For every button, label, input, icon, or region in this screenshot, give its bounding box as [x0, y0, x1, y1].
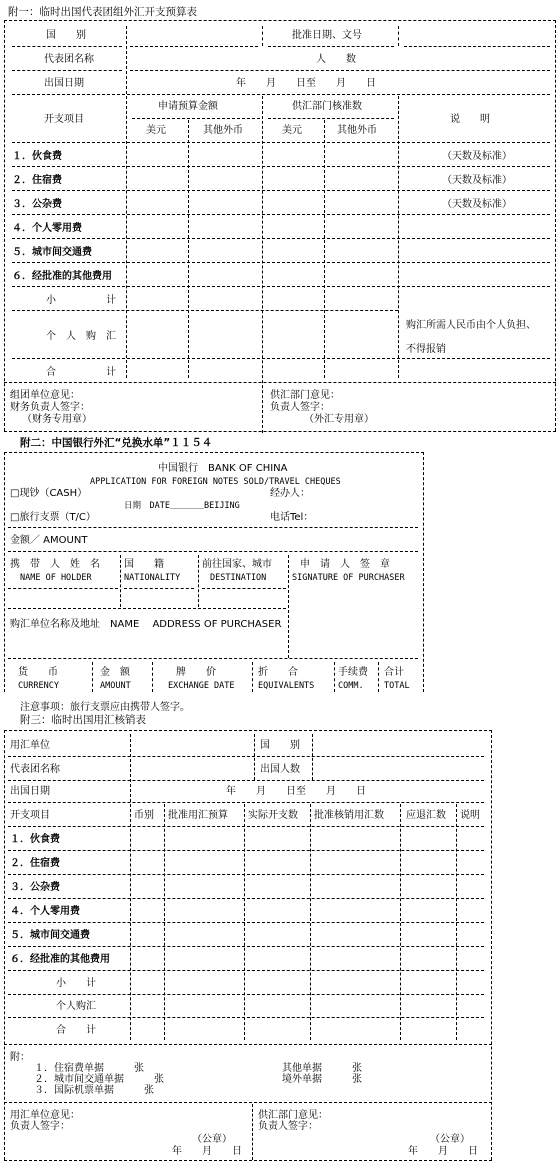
item-row: ５．城市间交通费 — [12, 247, 92, 258]
subtotal-label: 小 计 — [56, 978, 96, 989]
divider — [120, 555, 121, 607]
item-row: ６．经批准的其他费用 — [12, 271, 112, 282]
rule — [12, 46, 122, 47]
divider — [398, 26, 399, 46]
divider — [252, 1104, 253, 1160]
total-cn: 合计 — [384, 667, 404, 678]
rule — [124, 588, 194, 589]
attach-label: 附： — [10, 1052, 30, 1063]
rule — [4, 1102, 492, 1103]
divider — [252, 662, 253, 692]
col-approved: 批准核销用汇数 — [314, 810, 384, 821]
purchaser-label: 购汇单位名称及地址 NAME ADDRESS OF PURCHASER — [10, 619, 282, 630]
divider — [198, 555, 199, 607]
divider — [92, 662, 93, 692]
col-actual: 实际开支数 — [248, 810, 298, 821]
note-label: 说 明 — [450, 114, 490, 125]
divider — [4, 431, 556, 432]
personal-label: 个人购汇 — [56, 1001, 96, 1012]
divider — [4, 452, 424, 453]
date-label: 日期 DATE＿＿＿＿BEIJING — [124, 501, 240, 511]
supply-group: 供汇部门核准数 — [292, 101, 362, 112]
personal-note: 购汇所需人民币由个人负担、 — [406, 320, 536, 331]
rule — [268, 118, 394, 119]
rule — [8, 588, 118, 589]
rule — [8, 898, 484, 899]
personal-label: 个 人 购 汇 — [46, 331, 116, 342]
item-row: ２．住宿费 — [12, 175, 62, 186]
supply-opinion: 供汇部门意见： — [270, 390, 340, 401]
rule — [4, 382, 556, 383]
departure-label: 出国日期 — [10, 786, 50, 797]
rule — [202, 588, 286, 589]
rule — [8, 874, 484, 875]
divider — [312, 734, 313, 780]
finance-seal: （财务专用章） — [22, 414, 92, 425]
rule — [8, 970, 484, 971]
rule — [12, 142, 550, 143]
item-note: （天数及标准） — [442, 175, 512, 186]
user-unit: 用汇单位 — [10, 740, 50, 751]
divider — [4, 730, 492, 731]
cash-option: □现钞（CASH） — [10, 488, 88, 499]
handler-label: 经办人： — [270, 488, 310, 499]
people-label: 出国人数 — [260, 764, 300, 775]
date-range: 年 月 日至 月 日 — [236, 78, 376, 89]
nat-cn: 国 籍 — [124, 559, 164, 570]
divider — [262, 26, 263, 46]
rule — [130, 70, 550, 71]
country-label: 国 别 — [260, 740, 300, 751]
divider — [126, 96, 127, 378]
col-budget: 批准用汇预算 — [168, 810, 228, 821]
equiv-en: EQUIVALENTS — [258, 681, 315, 691]
attach-item: 其他单据 张 — [282, 1063, 362, 1074]
rule — [12, 358, 550, 359]
annex2-note: 注意事项：旅行支票应由携带人签字。 — [20, 702, 190, 713]
supply-date: 年 月 日 — [408, 1146, 478, 1157]
rule — [8, 608, 286, 609]
rule — [8, 850, 484, 851]
rule — [12, 238, 550, 239]
rule — [8, 1017, 484, 1018]
delegation-label: 代表团名称 — [10, 764, 60, 775]
rule — [12, 214, 550, 215]
divider — [4, 1160, 492, 1161]
annex2-title: 附二：中国银行外汇“兑换水单”１１５４ — [20, 437, 213, 449]
rule — [130, 46, 258, 47]
application-title: APPLICATION FOR FOREIGN NOTES SOLD/TRAVEL CHEQUES — [90, 477, 341, 487]
other-2: 其他外币 — [337, 125, 377, 136]
supply-sign: 负责人签字： — [270, 402, 330, 413]
rule — [12, 286, 550, 287]
apply-group: 申请预算金额 — [158, 101, 218, 112]
rule — [8, 527, 418, 528]
rule — [8, 551, 418, 552]
rule — [8, 994, 484, 995]
supply-seal: （外汇专用章） — [304, 414, 374, 425]
dest-cn: 前往国家、城市 — [202, 559, 272, 570]
divider — [288, 555, 289, 658]
amount-cn: 金 额 — [100, 667, 130, 678]
col-refund: 应退汇数 — [406, 810, 446, 821]
rate-en: EXCHANGE DATE — [168, 681, 235, 691]
divider — [152, 662, 153, 692]
item-label: 开支项目 — [44, 114, 84, 125]
divider — [555, 20, 556, 431]
nat-en: NATIONALITY — [124, 573, 181, 583]
user-seal: （公章） — [192, 1134, 232, 1145]
divider — [4, 730, 5, 1160]
item-row: ５．城市间交通费 — [10, 930, 90, 941]
divider — [188, 120, 189, 378]
col-note: 说明 — [460, 810, 480, 821]
annex1-title: 附一：临时出国代表团组外汇开支预算表 — [8, 6, 197, 18]
rule — [12, 190, 550, 191]
user-sign: 负责人签字： — [10, 1121, 70, 1132]
divider — [126, 26, 127, 94]
rule — [8, 756, 484, 757]
finance-sign: 财务负责人签字： — [10, 402, 90, 413]
departure-label: 出国日期 — [44, 78, 84, 89]
item-row: １．伙食费 — [10, 834, 60, 845]
comm-cn: 手续费 — [338, 667, 368, 678]
supply-sign: 负责人签字： — [258, 1121, 318, 1132]
divider — [378, 662, 379, 692]
tel-label: 电话Tel： — [270, 512, 314, 523]
divider — [4, 452, 5, 692]
attach-item: １．住宿费单据 张 — [34, 1063, 144, 1074]
rule — [8, 826, 484, 827]
attach-item: ３．国际机票单据 张 — [34, 1085, 154, 1096]
rule — [132, 118, 260, 119]
item-note: （天数及标准） — [442, 199, 512, 210]
amount-en: AMOUNT — [100, 681, 131, 691]
people-label: 人 数 — [316, 54, 356, 65]
rule — [268, 46, 394, 47]
equiv-cn: 折 合 — [258, 667, 298, 678]
supply-seal: （公章） — [430, 1134, 470, 1145]
currency-en: CURRENCY — [18, 681, 59, 691]
divider — [130, 734, 131, 802]
personal-note: 不得报销 — [406, 344, 446, 355]
item-row: １．伙食费 — [12, 151, 62, 162]
amount-label: 金额／ AMOUNT — [10, 535, 88, 546]
approval-label: 批准日期、文号 — [292, 30, 362, 41]
rule — [12, 166, 550, 167]
delegation-label: 代表团名称 — [44, 54, 94, 65]
other-1: 其他外币 — [203, 125, 243, 136]
total-label: 合 计 — [46, 367, 116, 378]
col-currency: 币别 — [134, 810, 154, 821]
sig-cn: 申 请 人 签 章 — [300, 559, 390, 570]
user-opinion: 用汇单位意见： — [10, 1110, 80, 1121]
org-opinion: 组团单位意见： — [10, 390, 80, 401]
usd-2: 美元 — [282, 125, 302, 136]
user-date: 年 月 日 — [172, 1146, 242, 1157]
divider — [4, 20, 5, 431]
usd-1: 美元 — [146, 125, 166, 136]
item-row: ３．公杂费 — [10, 882, 60, 893]
divider — [324, 120, 325, 378]
item-row: ４．个人零用费 — [12, 223, 82, 234]
divider — [398, 96, 399, 378]
subtotal-label: 小 计 — [46, 295, 116, 306]
divider — [254, 734, 255, 780]
rate-cn: 牌 价 — [176, 667, 216, 678]
rule — [12, 70, 122, 71]
rule — [4, 1044, 492, 1045]
rule — [12, 94, 550, 95]
currency-cn: 货 币 — [18, 667, 58, 678]
divider — [491, 730, 492, 1160]
total-label: 合 计 — [56, 1025, 96, 1036]
holder-en: NAME OF HOLDER — [20, 573, 92, 583]
divider — [423, 452, 424, 692]
item-row: ３．公杂费 — [12, 199, 62, 210]
item-row: ６．经批准的其他费用 — [10, 954, 110, 965]
rule — [8, 780, 484, 781]
attach-item: ２．城市间交通单据 张 — [34, 1074, 164, 1085]
country-label: 国 别 — [46, 30, 86, 41]
dest-en: DESTINATION — [210, 573, 267, 583]
supply-opinion: 供汇部门意见： — [258, 1110, 328, 1121]
total-en: TOTAL — [384, 681, 410, 691]
attach-item: 境外单据 张 — [282, 1074, 362, 1085]
date-range: 年 月 日至 月 日 — [226, 786, 366, 797]
annex3-title: 附三：临时出国用汇核销表 — [20, 714, 146, 726]
comm-en: COMM. — [338, 681, 364, 691]
rule — [8, 658, 418, 659]
tc-option: □旅行支票（T/C） — [10, 512, 96, 523]
rule — [404, 46, 550, 47]
rule — [12, 262, 550, 263]
item-note: （天数及标准） — [442, 151, 512, 162]
rule — [8, 802, 484, 803]
rule — [8, 922, 484, 923]
rule — [12, 310, 398, 311]
divider — [4, 20, 556, 21]
item-row: ２．住宿费 — [10, 858, 60, 869]
bank-name: 中国银行 BANK OF CHINA — [158, 463, 288, 474]
sig-en: SIGNATURE OF PURCHASER — [292, 573, 405, 583]
item-row: ４．个人零用费 — [10, 906, 80, 917]
holder-cn: 携 带 人 姓 名 — [10, 559, 100, 570]
item-label: 开支项目 — [10, 810, 50, 821]
rule — [8, 946, 484, 947]
divider — [334, 662, 335, 692]
